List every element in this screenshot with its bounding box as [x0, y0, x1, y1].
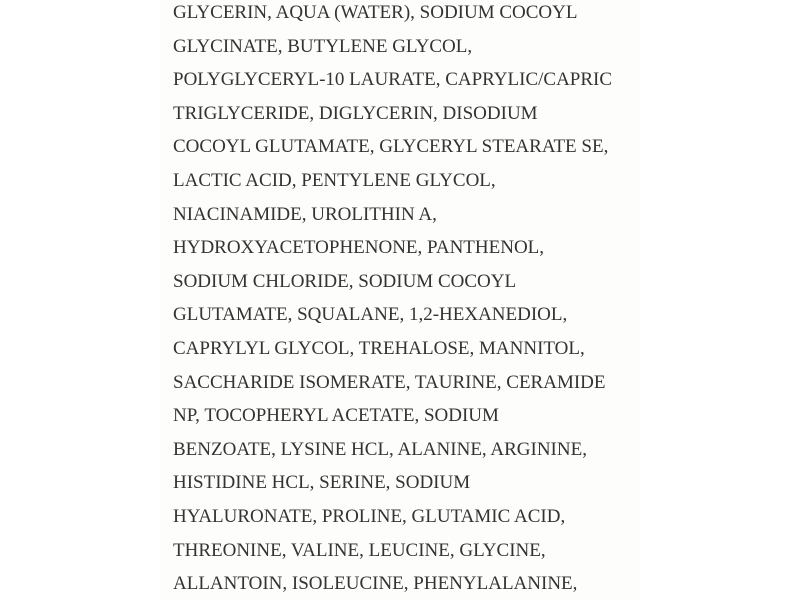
ingredients-line: SODIUM CHLORIDE, SODIUM COCOYL [173, 270, 517, 292]
ingredients-line: GLUTAMATE, SQUALANE, 1,2-HEXANEDIOL, [173, 304, 568, 326]
ingredients-line: GLYCINATE, BUTYLENE GLYCOL, [173, 35, 473, 57]
ingredients-line: NP, TOCOPHERYL ACETATE, SODIUM [173, 405, 499, 427]
ingredients-line: THREONINE, VALINE, LEUCINE, GLYCINE, [173, 539, 546, 561]
ingredients-line: CAPRYLYL GLYCOL, TREHALOSE, MANNITOL, [173, 337, 585, 359]
ingredients-line: HYDROXYACETOPHENONE, PANTHENOL, [173, 237, 545, 259]
ingredients-line: TRIGLYCERIDE, DIGLYCERIN, DISODIUM [173, 102, 538, 124]
ingredients-line: HYALURONATE, PROLINE, GLUTAMIC ACID, [173, 505, 566, 527]
ingredients-line: BENZOATE, LYSINE HCL, ALANINE, ARGININE, [173, 438, 587, 460]
ingredients-list [173, 0, 612, 605]
ingredients-line: LACTIC ACID, PENTYLENE GLYCOL, [173, 169, 496, 191]
ingredients-line: SACCHARIDE ISOMERATE, TAURINE, CERAMIDE [173, 371, 606, 393]
ingredients-line: NIACINAMIDE, UROLITHIN A, [173, 203, 437, 225]
ingredients-line: GLYCERIN, AQUA (WATER), SODIUM COCOYL [173, 2, 578, 23]
ingredients-line: COCOYL GLUTAMATE, GLYCERYL STEARATE SE, [173, 136, 609, 158]
ingredients-line: ALLANTOIN, ISOLEUCINE, PHENYLALANINE, [173, 573, 578, 595]
ingredients-line: POLYGLYCERYL-10 LAURATE, CAPRYLIC/CAPRIC [173, 69, 613, 91]
ingredients-line: HISTIDINE HCL, SERINE, SODIUM [173, 472, 471, 494]
